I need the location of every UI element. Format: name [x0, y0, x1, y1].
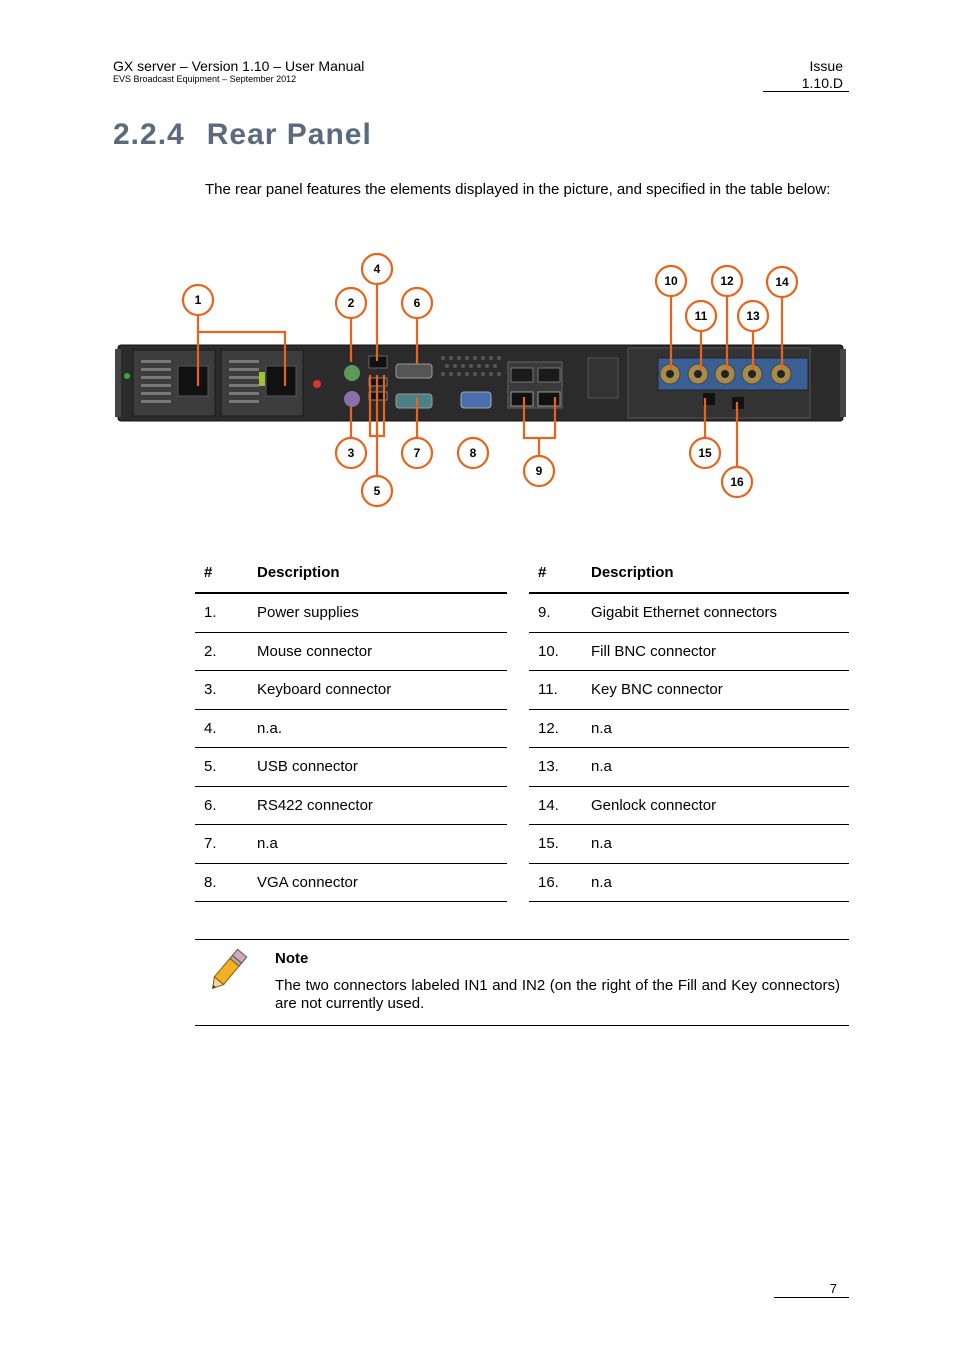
svg-text:12: 12	[720, 274, 734, 288]
row-number: 1.	[195, 593, 257, 632]
svg-text:14: 14	[775, 275, 789, 289]
table-row	[195, 632, 507, 671]
row-description: Gigabit Ethernet connectors	[591, 593, 849, 632]
header-rule	[763, 91, 849, 92]
row-number: 11.	[529, 671, 591, 710]
row-number: 12.	[529, 709, 591, 748]
table-row	[195, 786, 507, 825]
callout-13	[738, 301, 768, 331]
row-number: 3.	[195, 671, 257, 710]
callout-10	[656, 266, 686, 296]
column-header-description: Description	[591, 552, 849, 593]
table-row	[195, 593, 507, 632]
callout-7	[402, 438, 432, 468]
svg-text:4: 4	[373, 262, 381, 276]
row-description: Genlock connector	[591, 786, 849, 825]
svg-text:15: 15	[698, 446, 712, 460]
rear-panel-figure	[113, 250, 848, 515]
callout-6	[402, 288, 432, 318]
row-description: Keyboard connector	[257, 671, 507, 710]
row-description: n.a	[591, 748, 849, 787]
row-number: 13.	[529, 748, 591, 787]
svg-text:9: 9	[535, 464, 543, 478]
table-header-row	[195, 552, 507, 593]
row-number: 7.	[195, 825, 257, 864]
row-number: 10.	[529, 632, 591, 671]
table-row	[529, 863, 849, 902]
table-row	[195, 863, 507, 902]
callout-11	[686, 301, 716, 331]
table-row	[195, 671, 507, 710]
callout-5	[362, 476, 392, 506]
section-heading	[113, 118, 372, 152]
svg-text:5: 5	[373, 484, 381, 498]
row-description: n.a	[591, 709, 849, 748]
document-subtitle: EVS Broadcast Equipment – September 2012	[113, 74, 297, 84]
row-number: 2.	[195, 632, 257, 671]
svg-text:10: 10	[664, 274, 678, 288]
row-number: 4.	[195, 709, 257, 748]
row-number: 5.	[195, 748, 257, 787]
row-number: 9.	[529, 593, 591, 632]
row-number: 6.	[195, 786, 257, 825]
table-row	[529, 786, 849, 825]
svg-text:3: 3	[347, 446, 355, 460]
svg-text:13: 13	[746, 309, 760, 323]
column-header-description: Description	[257, 552, 507, 593]
section-number: 2.2.4	[113, 118, 185, 151]
footer-rule	[774, 1297, 849, 1298]
row-number: 16.	[529, 863, 591, 902]
note-title: Note	[275, 950, 309, 967]
row-description: RS422 connector	[257, 786, 507, 825]
callout-15	[690, 438, 720, 468]
issue-label: Issue	[809, 58, 843, 74]
table-row	[529, 709, 849, 748]
table-row	[195, 748, 507, 787]
table-row	[529, 671, 849, 710]
pencil-icon	[203, 946, 253, 994]
table-row	[529, 632, 849, 671]
callout-8	[458, 438, 488, 468]
row-number: 15.	[529, 825, 591, 864]
callout-16	[722, 467, 752, 497]
callout-4	[362, 254, 392, 284]
svg-text:1: 1	[194, 293, 202, 307]
table-row	[529, 825, 849, 864]
intro-paragraph: The rear panel features the elements displayed in the picture, and specified in the table below:	[205, 181, 831, 198]
svg-text:6: 6	[413, 296, 421, 310]
row-description: n.a	[591, 863, 849, 902]
table-row	[529, 593, 849, 632]
page-number: 7	[829, 1281, 837, 1296]
issue-value: 1.10.D	[801, 75, 843, 91]
svg-text:7: 7	[413, 446, 421, 460]
table-row	[195, 825, 507, 864]
table-row	[529, 748, 849, 787]
row-number: 14.	[529, 786, 591, 825]
row-description: n.a	[257, 825, 507, 864]
callout-9	[524, 456, 554, 486]
row-description: n.a.	[257, 709, 507, 748]
row-description: Key BNC connector	[591, 671, 849, 710]
row-description: USB connector	[257, 748, 507, 787]
row-description: n.a	[591, 825, 849, 864]
row-description: Fill BNC connector	[591, 632, 849, 671]
svg-text:11: 11	[694, 309, 708, 323]
svg-text:16: 16	[730, 475, 744, 489]
callout-1	[183, 285, 213, 315]
callout-14	[767, 267, 797, 297]
row-description: Power supplies	[257, 593, 507, 632]
callout-12	[712, 266, 742, 296]
note-text: The two connectors labeled IN1 and IN2 (on the right of the Fill and Key connectors) are not currently used.	[275, 977, 840, 1012]
callout-3	[336, 438, 366, 468]
section-title: Rear Panel	[206, 118, 372, 151]
document-title: GX server – Version 1.10 – User Manual	[113, 58, 365, 74]
column-header-number: #	[195, 552, 257, 593]
row-description: Mouse connector	[257, 632, 507, 671]
callout-2	[336, 288, 366, 318]
svg-text:8: 8	[469, 446, 477, 460]
row-number: 8.	[195, 863, 257, 902]
description-table-right	[529, 552, 849, 902]
table-row	[195, 709, 507, 748]
table-header-row	[529, 552, 849, 593]
row-description: VGA connector	[257, 863, 507, 902]
description-table-left	[195, 552, 507, 902]
svg-text:2: 2	[347, 296, 355, 310]
column-header-number: #	[529, 552, 591, 593]
